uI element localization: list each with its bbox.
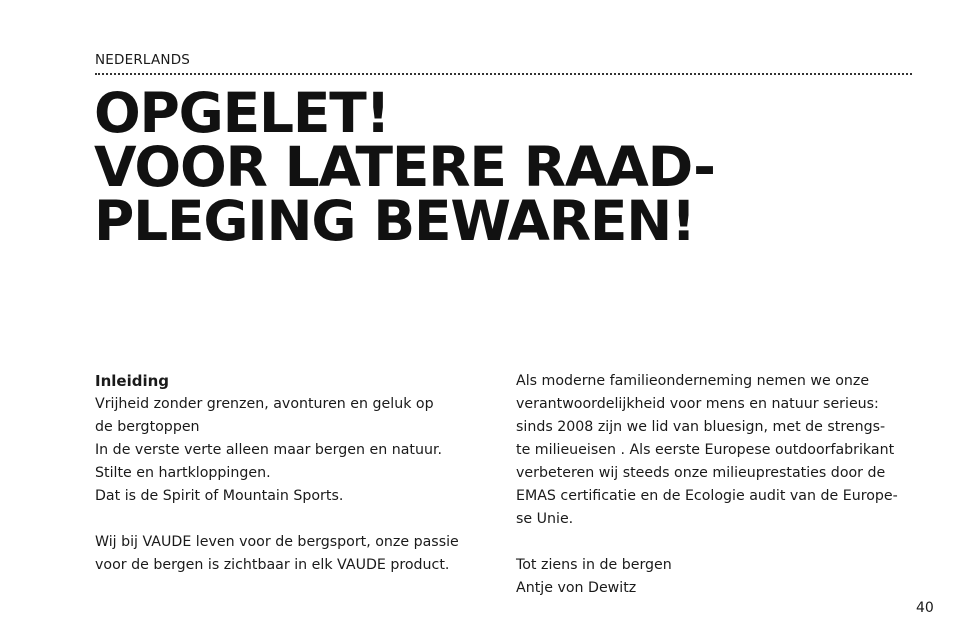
text-line: voor de bergen is zichtbaar in elk VAUDE product. (95, 557, 450, 573)
text-line: de bergtoppen (95, 419, 200, 435)
paragraph-gap (95, 508, 465, 531)
page-number: 40 (916, 600, 934, 616)
section-label: NEDERLANDS (95, 52, 191, 68)
text-line: se Unie. (516, 511, 574, 527)
title-line-1: OPGELET! (94, 81, 390, 145)
text-line: verbeteren wij steeds onze milieuprestaties door de (516, 465, 886, 481)
intro-heading: Inleiding (95, 372, 170, 390)
text-line: In de verste verte alleen maar bergen en natuur. (95, 442, 442, 458)
text-line: sinds 2008 zijn we lid van bluesign, met de strengs- (516, 419, 886, 435)
text-line: EMAS certificatie en de Ecologie audit van de Europe- (516, 488, 898, 504)
text-line: Wij bij VAUDE leven voor de bergsport, onze passie (95, 534, 459, 550)
right-column (516, 370, 911, 600)
left-column (95, 370, 465, 577)
text-line: Vrijheid zonder grenzen, avonturen en geluk op (95, 396, 434, 412)
text-line: te milieueisen . Als eerste Europese outdoorfabrikant (516, 442, 895, 458)
title-line-2: VOOR LATERE RAAD- (94, 135, 715, 199)
closing-line: Tot ziens in de bergen (516, 557, 672, 573)
signature-name: Antje von Dewitz (516, 580, 637, 596)
page-title (94, 81, 715, 253)
text-line: Stilte en hartkloppingen. (95, 465, 271, 481)
text-line: verantwoordelijkheid voor mens en natuur serieus: (516, 396, 879, 412)
text-line: Dat is de Spirit of Mountain Sports. (95, 488, 344, 504)
title-line-3: PLEGING BEWAREN! (94, 189, 695, 253)
text-line: Als moderne familieonderneming nemen we onze (516, 373, 870, 389)
paragraph-gap (516, 531, 911, 554)
dotted-divider (95, 73, 912, 75)
